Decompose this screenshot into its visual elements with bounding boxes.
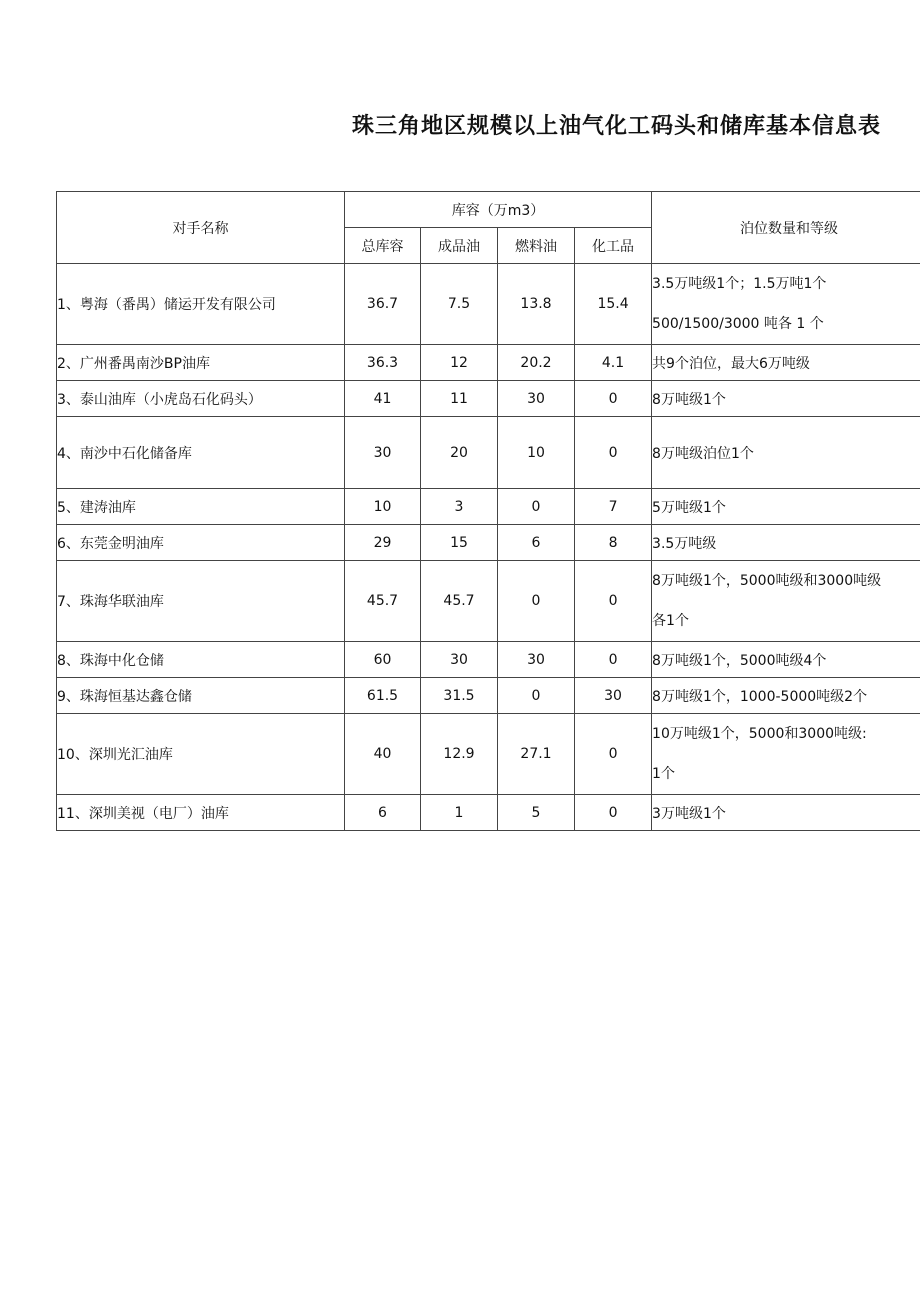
cell-product-oil: 30 (421, 642, 498, 678)
cell-total-capacity: 41 (345, 381, 421, 417)
table-row (57, 678, 920, 714)
cell-fuel-oil: 13.8 (498, 264, 575, 345)
cell-name: 7、珠海华联油库 (57, 561, 345, 642)
cell-chemicals: 8 (575, 525, 652, 561)
cell-name: 5、建涛油库 (57, 489, 345, 525)
cell-fuel-oil: 10 (498, 417, 575, 489)
table-row (57, 264, 920, 345)
berth-line: 8万吨级1个 (652, 391, 726, 408)
header-capacity-group: 库容（万m3） (345, 192, 652, 228)
table-row (57, 345, 920, 381)
table-body (57, 264, 920, 831)
cell-product-oil: 7.5 (421, 264, 498, 345)
table-row (57, 417, 920, 489)
cell-berths (652, 381, 920, 417)
table-row (57, 525, 920, 561)
cell-fuel-oil: 30 (498, 642, 575, 678)
cell-chemicals: 15.4 (575, 264, 652, 345)
cell-berths (652, 417, 920, 489)
cell-name: 8、珠海中化仓储 (57, 642, 345, 678)
cell-total-capacity: 29 (345, 525, 421, 561)
berth-line: 各1个 (652, 613, 689, 629)
table-row (57, 714, 920, 795)
cell-name: 11、深圳美视（电厂）油库 (57, 795, 345, 831)
cell-name: 1、粤海（番禺）储运开发有限公司 (57, 264, 345, 345)
table-row (57, 642, 920, 678)
cell-fuel-oil: 0 (498, 678, 575, 714)
cell-total-capacity: 30 (345, 417, 421, 489)
berth-line: 8万吨级1个，5000吨级4个 (652, 652, 827, 669)
cell-product-oil: 1 (421, 795, 498, 831)
header-name: 对手名称 (57, 192, 345, 264)
cell-fuel-oil: 5 (498, 795, 575, 831)
berth-line: 1个 (652, 766, 675, 782)
cell-product-oil: 3 (421, 489, 498, 525)
cell-product-oil: 45.7 (421, 561, 498, 642)
cell-total-capacity: 40 (345, 714, 421, 795)
berth-line: 3万吨级1个 (652, 805, 726, 822)
page-title: 珠三角地区规模以上油气化工码头和储库基本信息表 (352, 114, 882, 139)
header-product-oil: 成品油 (421, 228, 498, 264)
cell-chemicals: 30 (575, 678, 652, 714)
cell-berths (652, 678, 920, 714)
cell-fuel-oil: 0 (498, 561, 575, 642)
table-header (57, 192, 920, 264)
cell-chemicals: 0 (575, 417, 652, 489)
berth-line: 8万吨级1个，5000吨级和3000吨级 (652, 573, 882, 589)
berth-line: 共9个泊位，最大6万吨级 (652, 355, 810, 372)
cell-total-capacity: 36.7 (345, 264, 421, 345)
cell-product-oil: 11 (421, 381, 498, 417)
cell-fuel-oil: 6 (498, 525, 575, 561)
table-row (57, 489, 920, 525)
cell-chemicals: 0 (575, 795, 652, 831)
cell-product-oil: 20 (421, 417, 498, 489)
cell-total-capacity: 45.7 (345, 561, 421, 642)
cell-berths (652, 642, 920, 678)
berth-line: 500/1500/3000 吨各 1 个 (652, 316, 824, 332)
cell-chemicals: 0 (575, 642, 652, 678)
cell-berths (652, 345, 920, 381)
cell-fuel-oil: 20.2 (498, 345, 575, 381)
cell-berths (652, 489, 920, 525)
cell-berths (652, 561, 920, 642)
cell-name: 10、深圳光汇油库 (57, 714, 345, 795)
cell-chemicals: 0 (575, 561, 652, 642)
berth-line: 3.5万吨级1个；1.5万吨1个 (652, 276, 827, 292)
cell-product-oil: 31.5 (421, 678, 498, 714)
header-total-capacity: 总库容 (345, 228, 421, 264)
berth-line: 8万吨级泊位1个 (652, 445, 754, 462)
berth-line: 3.5万吨级 (652, 535, 717, 552)
cell-name: 3、泰山油库（小虎岛石化码头） (57, 381, 345, 417)
cell-total-capacity: 36.3 (345, 345, 421, 381)
cell-chemicals: 7 (575, 489, 652, 525)
berth-line: 8万吨级1个，1000-5000吨级2个 (652, 688, 868, 705)
table-row (57, 795, 920, 831)
cell-name: 4、南沙中石化储备库 (57, 417, 345, 489)
cell-berths (652, 525, 920, 561)
cell-berths (652, 264, 920, 345)
header-fuel-oil: 燃料油 (498, 228, 575, 264)
cell-berths (652, 795, 920, 831)
cell-berths (652, 714, 920, 795)
table-row (57, 561, 920, 642)
cell-total-capacity: 60 (345, 642, 421, 678)
cell-product-oil: 15 (421, 525, 498, 561)
berth-line: 5万吨级1个 (652, 499, 726, 516)
cell-fuel-oil: 0 (498, 489, 575, 525)
cell-chemicals: 0 (575, 714, 652, 795)
table-row (57, 381, 920, 417)
cell-fuel-oil: 27.1 (498, 714, 575, 795)
header-berths: 泊位数量和等级 (652, 192, 920, 264)
berth-line: 10万吨级1个，5000和3000吨级: (652, 726, 867, 742)
info-table (56, 191, 920, 831)
cell-product-oil: 12.9 (421, 714, 498, 795)
cell-name: 9、珠海恒基达鑫仓储 (57, 678, 345, 714)
cell-name: 2、广州番禺南沙BP油库 (57, 345, 345, 381)
cell-total-capacity: 61.5 (345, 678, 421, 714)
cell-total-capacity: 6 (345, 795, 421, 831)
cell-name: 6、东莞金明油库 (57, 525, 345, 561)
cell-chemicals: 0 (575, 381, 652, 417)
cell-fuel-oil: 30 (498, 381, 575, 417)
cell-total-capacity: 10 (345, 489, 421, 525)
cell-chemicals: 4.1 (575, 345, 652, 381)
header-chemicals: 化工品 (575, 228, 652, 264)
cell-product-oil: 12 (421, 345, 498, 381)
